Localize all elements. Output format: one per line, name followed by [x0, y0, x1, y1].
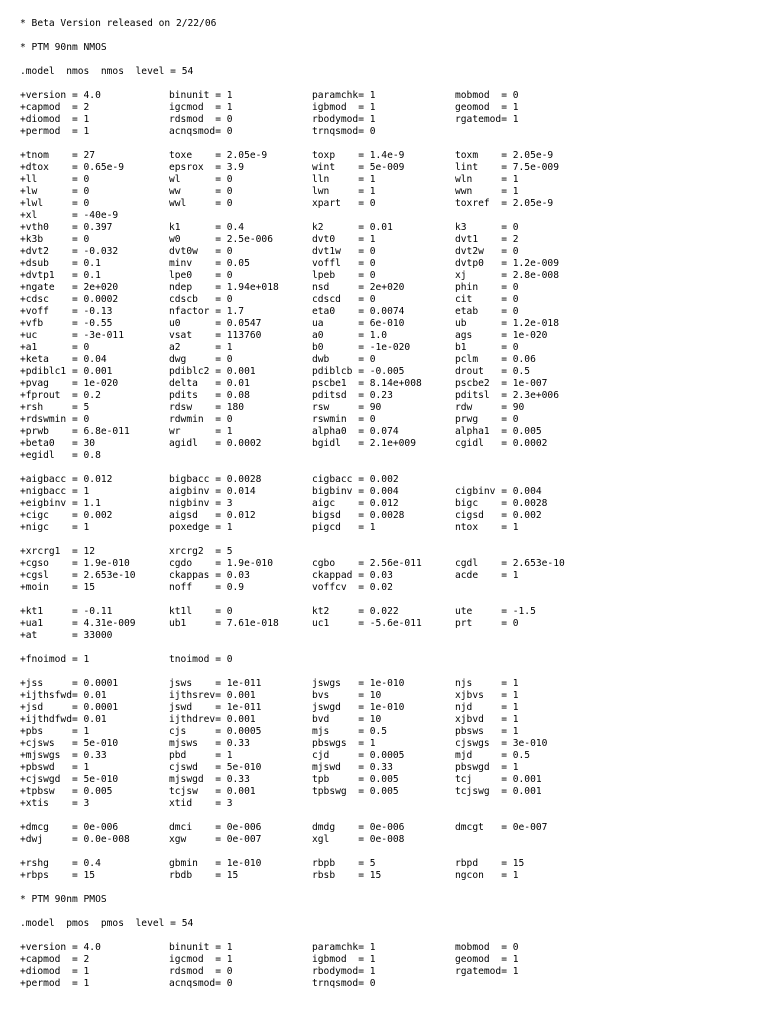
parameter-line: [20, 954, 760, 966]
parameter-assignment: jsws = 1e-011: [169, 678, 262, 689]
parameter-line: [20, 870, 760, 882]
parameter-assignment: pdiblc2 = 0.001: [169, 366, 256, 377]
parameter-assignment: rbodymod= 1: [312, 114, 376, 125]
parameter-assignment: rbsb = 15: [312, 870, 382, 881]
parameter-assignment: +pvag = 1e-020: [20, 378, 119, 389]
parameter-assignment: mjswd = 0.33: [312, 762, 393, 773]
parameter-line: [20, 798, 760, 810]
parameter-assignment: +rbps = 15: [20, 870, 96, 881]
parameter-assignment: dmdg = 0e-006: [312, 822, 405, 833]
parameter-assignment: pigcd = 1: [312, 522, 376, 533]
parameter-assignment: +ngate = 2e+020: [20, 282, 119, 293]
parameter-assignment: +cjsws = 5e-010: [20, 738, 119, 749]
parameter-assignment: xgw = 0e-007: [169, 834, 262, 845]
parameter-line: [20, 414, 760, 426]
parameter-assignment: tcjsw = 0.001: [169, 786, 256, 797]
parameter-assignment: +jsd = 0.0001: [20, 702, 119, 713]
parameter-line: [20, 762, 760, 774]
parameter-assignment: cdscb = 0: [169, 294, 233, 305]
parameter-assignment: bigc = 0.0028: [455, 498, 548, 509]
parameter-line: [20, 486, 760, 498]
parameter-assignment: ute = -1.5: [455, 606, 536, 617]
parameter-assignment: nsd = 2e+020: [312, 282, 405, 293]
parameter-assignment: ntox = 1: [455, 522, 519, 533]
parameter-line: [20, 162, 760, 174]
parameter-assignment: +dmcg = 0e-006: [20, 822, 119, 833]
parameter-assignment: ndep = 1.94e+018: [169, 282, 279, 293]
parameter-assignment: +xrcrg1 = 12: [20, 546, 96, 557]
parameter-assignment: +egidl = 0.8: [20, 450, 101, 461]
parameter-assignment: xjbvd = 1: [455, 714, 519, 725]
parameter-line: [20, 210, 760, 222]
parameter-assignment: +rdswmin = 0: [20, 414, 90, 425]
parameter-assignment: dvt0 = 1: [312, 234, 376, 245]
parameter-line: [20, 978, 760, 990]
parameter-assignment: epsrox = 3.9: [169, 162, 245, 173]
parameter-assignment: +nigbacc = 1: [20, 486, 90, 497]
parameter-assignment: voffl = 0: [312, 258, 376, 269]
parameter-assignment: trnqsmod= 0: [312, 126, 376, 137]
parameter-line: [20, 90, 760, 102]
parameter-assignment: xjbvs = 1: [455, 690, 519, 701]
parameter-assignment: wr = 1: [169, 426, 233, 437]
parameter-assignment: dvt0w = 0: [169, 246, 233, 257]
parameter-assignment: u0 = 0.0547: [169, 318, 262, 329]
parameter-line: [20, 510, 760, 522]
parameter-assignment: dmcgt = 0e-007: [455, 822, 548, 833]
parameter-assignment: ngcon = 1: [455, 870, 519, 881]
parameter-assignment: +ijthdfwd= 0.01: [20, 714, 107, 725]
parameter-line: [20, 522, 760, 534]
parameter-assignment: tnoimod = 0: [169, 654, 233, 665]
parameter-assignment: prt = 0: [455, 618, 519, 629]
parameter-assignment: +eigbinv = 1.1: [20, 498, 101, 509]
parameter-assignment: pscbe1 = 8.14e+008: [312, 378, 422, 389]
parameter-assignment: binunit = 1: [169, 90, 233, 101]
parameter-assignment: igbmod = 1: [312, 954, 376, 965]
parameter-assignment: mjsws = 0.33: [169, 738, 250, 749]
parameter-assignment: kt2 = 0.022: [312, 606, 399, 617]
parameter-assignment: tcj = 0.001: [455, 774, 542, 785]
parameter-assignment: +diomod = 1: [20, 966, 90, 977]
parameter-assignment: dvt1w = 0: [312, 246, 376, 257]
parameter-line: [20, 942, 760, 954]
parameter-line: [20, 174, 760, 186]
parameter-line: [20, 330, 760, 342]
parameter-assignment: pditsl = 2.3e+006: [455, 390, 559, 401]
parameter-assignment: xrcrg2 = 5: [169, 546, 233, 557]
parameter-line: [20, 678, 760, 690]
parameter-line: [20, 726, 760, 738]
parameter-assignment: mjs = 0.5: [312, 726, 388, 737]
parameter-assignment: acnqsmod= 0: [169, 126, 233, 137]
parameter-assignment: dvtp0 = 1.2e-009: [455, 258, 559, 269]
parameter-assignment: lint = 7.5e-009: [455, 162, 559, 173]
parameter-assignment: pbswgs = 1: [312, 738, 376, 749]
parameter-assignment: +version = 4.0: [20, 90, 101, 101]
parameter-line: [20, 438, 760, 450]
parameter-assignment: b0 = -1e-020: [312, 342, 411, 353]
parameter-line: [20, 258, 760, 270]
parameter-line: [20, 342, 760, 354]
parameter-assignment: lpe0 = 0: [169, 270, 233, 281]
parameter-assignment: rbpb = 5: [312, 858, 376, 869]
parameter-assignment: bigbacc = 0.0028: [169, 474, 262, 485]
parameter-assignment: +ll = 0: [20, 174, 90, 185]
parameter-assignment: trnqsmod= 0: [312, 978, 376, 989]
parameter-assignment: +capmod = 2: [20, 954, 90, 965]
parameter-assignment: +beta0 = 30: [20, 438, 96, 449]
parameter-assignment: paramchk= 1: [312, 942, 376, 953]
parameter-line: [20, 582, 760, 594]
parameter-assignment: rdsmod = 0: [169, 966, 233, 977]
parameter-assignment: dwb = 0: [312, 354, 376, 365]
parameter-assignment: ckappad = 0.03: [312, 570, 393, 581]
parameter-assignment: tpbswg = 0.005: [312, 786, 399, 797]
parameter-assignment: drout = 0.5: [455, 366, 531, 377]
parameter-assignment: binunit = 1: [169, 942, 233, 953]
parameter-assignment: delta = 0.01: [169, 378, 250, 389]
parameter-assignment: eta0 = 0.0074: [312, 306, 405, 317]
parameter-assignment: rgatemod= 1: [455, 966, 519, 977]
parameter-assignment: a2 = 1: [169, 342, 233, 353]
parameter-assignment: +cdsc = 0.0002: [20, 294, 119, 305]
parameter-line: [20, 150, 760, 162]
parameter-assignment: cgbo = 2.56e-011: [312, 558, 422, 569]
parameter-assignment: ijthsrev= 0.001: [169, 690, 256, 701]
parameter-assignment: +diomod = 1: [20, 114, 90, 125]
parameter-assignment: ags = 1e-020: [455, 330, 548, 341]
parameter-assignment: bigsd = 0.0028: [312, 510, 405, 521]
parameter-assignment: vsat = 113760: [169, 330, 262, 341]
parameter-assignment: cjswgs = 3e-010: [455, 738, 548, 749]
parameter-assignment: dvt2w = 0: [455, 246, 519, 257]
parameter-line: [20, 114, 760, 126]
parameter-assignment: mobmod = 0: [455, 942, 519, 953]
parameter-assignment: +nigc = 1: [20, 522, 90, 533]
parameter-assignment: poxedge = 1: [169, 522, 233, 533]
parameter-assignment: aigsd = 0.012: [169, 510, 256, 521]
parameter-assignment: rdsw = 180: [169, 402, 245, 413]
parameter-assignment: rbodymod= 1: [312, 966, 376, 977]
parameter-assignment: cjd = 0.0005: [312, 750, 405, 761]
parameter-assignment: pclm = 0.06: [455, 354, 536, 365]
parameter-assignment: +rshg = 0.4: [20, 858, 101, 869]
parameter-assignment: alpha0 = 0.074: [312, 426, 399, 437]
parameter-assignment: +xl = -40e-9: [20, 210, 119, 221]
parameter-assignment: tpb = 0.005: [312, 774, 399, 785]
parameter-line: [20, 246, 760, 258]
parameter-assignment: jswd = 1e-011: [169, 702, 262, 713]
parameter-line: [20, 294, 760, 306]
parameter-assignment: lwn = 1: [312, 186, 376, 197]
parameter-assignment: bigbinv = 0.004: [312, 486, 399, 497]
parameter-assignment: pdits = 0.08: [169, 390, 250, 401]
parameter-assignment: +pbswd = 1: [20, 762, 90, 773]
parameter-assignment: cgdo = 1.9e-010: [169, 558, 273, 569]
parameter-line: [20, 750, 760, 762]
parameter-assignment: +at = 33000: [20, 630, 113, 641]
nmos-title-comment: * PTM 90nm NMOS: [20, 42, 107, 53]
parameter-assignment: k1 = 0.4: [169, 222, 245, 233]
parameter-assignment: toxp = 1.4e-9: [312, 150, 405, 161]
parameter-assignment: +jss = 0.0001: [20, 678, 119, 689]
parameter-line: [20, 630, 760, 642]
parameter-line: [20, 966, 760, 978]
version-comment: * Beta Version released on 2/22/06: [20, 18, 217, 29]
parameter-assignment: wint = 5e-009: [312, 162, 405, 173]
parameter-assignment: ijthdrev= 0.001: [169, 714, 256, 725]
parameter-assignment: +kt1 = -0.11: [20, 606, 113, 617]
parameter-assignment: rdw = 90: [455, 402, 525, 413]
parameter-assignment: xgl = 0e-008: [312, 834, 405, 845]
parameter-assignment: w0 = 2.5e-006: [169, 234, 273, 245]
parameter-assignment: cigbinv = 0.004: [455, 486, 542, 497]
parameter-assignment: +dvt2 = -0.032: [20, 246, 119, 257]
parameter-assignment: +cigc = 0.002: [20, 510, 113, 521]
parameter-assignment: +a1 = 0: [20, 342, 90, 353]
parameter-assignment: dmci = 0e-006: [169, 822, 262, 833]
parameter-assignment: +aigbacc = 0.012: [20, 474, 113, 485]
parameter-line: [20, 426, 760, 438]
parameter-assignment: uc1 = -5.6e-011: [312, 618, 422, 629]
parameter-assignment: rbdb = 15: [169, 870, 239, 881]
parameter-assignment: rdsmod = 0: [169, 114, 233, 125]
parameter-assignment: +prwb = 6.8e-011: [20, 426, 130, 437]
parameter-assignment: rgatemod= 1: [455, 114, 519, 125]
parameter-assignment: wln = 1: [455, 174, 519, 185]
parameter-line: [20, 606, 760, 618]
parameter-assignment: nfactor = 1.7: [169, 306, 245, 317]
parameter-assignment: pbd = 1: [169, 750, 233, 761]
parameter-assignment: +vfb = -0.55: [20, 318, 113, 329]
parameter-assignment: cgidl = 0.0002: [455, 438, 548, 449]
parameter-assignment: voffcv = 0.02: [312, 582, 393, 593]
parameter-line: [20, 402, 760, 414]
parameter-assignment: ua = 6e-010: [312, 318, 405, 329]
parameter-line: [20, 834, 760, 846]
parameter-assignment: xj = 2.8e-008: [455, 270, 559, 281]
parameter-assignment: cjswd = 5e-010: [169, 762, 262, 773]
parameter-assignment: +dvtp1 = 0.1: [20, 270, 101, 281]
parameter-assignment: k3 = 0: [455, 222, 519, 233]
parameter-assignment: rdwmin = 0: [169, 414, 233, 425]
parameter-line: [20, 546, 760, 558]
parameter-assignment: aigc = 0.012: [312, 498, 399, 509]
parameter-assignment: +version = 4.0: [20, 942, 101, 953]
parameter-assignment: acde = 1: [455, 570, 519, 581]
parameter-assignment: k2 = 0.01: [312, 222, 393, 233]
parameter-assignment: aigbinv = 0.014: [169, 486, 256, 497]
parameter-line: [20, 366, 760, 378]
parameter-assignment: +tnom = 27: [20, 150, 96, 161]
parameter-assignment: ub1 = 7.61e-018: [169, 618, 279, 629]
parameter-assignment: +vth0 = 0.397: [20, 222, 113, 233]
parameter-assignment: nigbinv = 3: [169, 498, 233, 509]
parameter-assignment: pbsws = 1: [455, 726, 519, 737]
parameter-assignment: +voff = -0.13: [20, 306, 113, 317]
parameter-assignment: geomod = 1: [455, 102, 519, 113]
parameter-line: [20, 690, 760, 702]
parameter-line: [20, 222, 760, 234]
parameter-line: [20, 822, 760, 834]
parameter-assignment: kt1l = 0: [169, 606, 233, 617]
parameter-line: [20, 378, 760, 390]
parameter-assignment: rswmin = 0: [312, 414, 376, 425]
parameter-assignment: igcmod = 1: [169, 954, 233, 965]
parameter-assignment: rbpd = 15: [455, 858, 525, 869]
parameter-assignment: igbmod = 1: [312, 102, 376, 113]
pmos-model-statement: .model pmos pmos level = 54: [20, 918, 194, 929]
parameter-line: [20, 558, 760, 570]
parameter-assignment: bvd = 10: [312, 714, 382, 725]
parameter-line: [20, 702, 760, 714]
parameter-assignment: alpha1 = 0.005: [455, 426, 542, 437]
parameter-assignment: +k3b = 0: [20, 234, 90, 245]
pmos-title-comment: * PTM 90nm PMOS: [20, 894, 107, 905]
parameter-assignment: +fnoimod = 1: [20, 654, 90, 665]
parameter-line: [20, 234, 760, 246]
parameter-assignment: +tpbsw = 0.005: [20, 786, 113, 797]
parameter-line: [20, 318, 760, 330]
parameter-line: [20, 102, 760, 114]
parameter-assignment: pbswgd = 1: [455, 762, 519, 773]
parameter-assignment: +xtis = 3: [20, 798, 90, 809]
parameter-assignment: mobmod = 0: [455, 90, 519, 101]
parameter-assignment: +mjswgs = 0.33: [20, 750, 107, 761]
parameter-line: [20, 390, 760, 402]
parameter-assignment: ww = 0: [169, 186, 233, 197]
parameter-assignment: +uc = -3e-011: [20, 330, 124, 341]
parameter-assignment: ub = 1.2e-018: [455, 318, 559, 329]
parameter-line: [20, 786, 760, 798]
parameter-line: [20, 186, 760, 198]
parameter-assignment: +capmod = 2: [20, 102, 90, 113]
parameter-assignment: rsw = 90: [312, 402, 382, 413]
parameter-assignment: wwn = 1: [455, 186, 519, 197]
parameter-line: [20, 738, 760, 750]
parameter-assignment: lln = 1: [312, 174, 376, 185]
parameter-assignment: +pbs = 1: [20, 726, 90, 737]
parameter-assignment: acnqsmod= 0: [169, 978, 233, 989]
parameter-line: [20, 714, 760, 726]
parameter-assignment: ckappas = 0.03: [169, 570, 250, 581]
parameter-line: [20, 570, 760, 582]
parameter-assignment: +rsh = 5: [20, 402, 90, 413]
parameter-assignment: +ua1 = 4.31e-009: [20, 618, 136, 629]
parameter-assignment: b1 = 0: [455, 342, 519, 353]
parameter-assignment: njd = 1: [455, 702, 519, 713]
parameter-assignment: +dtox = 0.65e-9: [20, 162, 124, 173]
parameter-assignment: +moin = 15: [20, 582, 96, 593]
parameter-assignment: mjd = 0.5: [455, 750, 531, 761]
parameter-assignment: cjs = 0.0005: [169, 726, 262, 737]
parameter-assignment: prwg = 0: [455, 414, 519, 425]
parameter-assignment: noff = 0.9: [169, 582, 245, 593]
parameter-assignment: +fprout = 0.2: [20, 390, 101, 401]
nmos-model-statement: .model nmos nmos level = 54: [20, 66, 194, 77]
parameter-assignment: dwg = 0: [169, 354, 233, 365]
parameter-assignment: phin = 0: [455, 282, 519, 293]
parameter-line: [20, 354, 760, 366]
parameter-assignment: geomod = 1: [455, 954, 519, 965]
parameter-assignment: +cjswgd = 5e-010: [20, 774, 119, 785]
parameter-assignment: bgidl = 2.1e+009: [312, 438, 416, 449]
parameter-assignment: +lwl = 0: [20, 198, 90, 209]
parameter-assignment: +lw = 0: [20, 186, 90, 197]
parameter-assignment: a0 = 1.0: [312, 330, 388, 341]
parameter-assignment: +permod = 1: [20, 978, 90, 989]
parameter-assignment: toxe = 2.05e-9: [169, 150, 268, 161]
parameter-assignment: +dwj = 0.0e-008: [20, 834, 130, 845]
parameter-line: [20, 654, 760, 666]
parameter-assignment: bvs = 10: [312, 690, 382, 701]
parameter-assignment: wwl = 0: [169, 198, 233, 209]
parameter-assignment: cit = 0: [455, 294, 519, 305]
parameter-assignment: +pdiblc1 = 0.001: [20, 366, 113, 377]
parameter-assignment: +permod = 1: [20, 126, 90, 137]
parameter-assignment: tcjswg = 0.001: [455, 786, 542, 797]
parameter-assignment: jswgd = 1e-010: [312, 702, 405, 713]
parameter-assignment: etab = 0: [455, 306, 519, 317]
parameter-assignment: pdiblcb = -0.005: [312, 366, 405, 377]
parameter-assignment: gbmin = 1e-010: [169, 858, 262, 869]
parameter-assignment: dvt1 = 2: [455, 234, 519, 245]
parameter-line: [20, 126, 760, 138]
parameter-line: [20, 450, 760, 462]
parameter-line: [20, 474, 760, 486]
parameter-assignment: pditsd = 0.23: [312, 390, 393, 401]
parameter-assignment: lpeb = 0: [312, 270, 376, 281]
parameter-assignment: +keta = 0.04: [20, 354, 107, 365]
parameter-assignment: +cgso = 1.9e-010: [20, 558, 130, 569]
parameter-assignment: cgdl = 2.653e-10: [455, 558, 565, 569]
parameter-line: [20, 858, 760, 870]
parameter-assignment: cigsd = 0.002: [455, 510, 542, 521]
parameter-assignment: toxm = 2.05e-9: [455, 150, 554, 161]
parameter-line: [20, 774, 760, 786]
parameter-assignment: xtid = 3: [169, 798, 233, 809]
parameter-assignment: paramchk= 1: [312, 90, 376, 101]
parameter-assignment: +cgsl = 2.653e-10: [20, 570, 136, 581]
parameter-line: [20, 282, 760, 294]
parameter-assignment: mjswgd = 0.33: [169, 774, 250, 785]
parameter-assignment: igcmod = 1: [169, 102, 233, 113]
parameter-line: [20, 306, 760, 318]
parameter-assignment: jswgs = 1e-010: [312, 678, 405, 689]
parameter-line: [20, 270, 760, 282]
parameter-assignment: toxref = 2.05e-9: [455, 198, 554, 209]
parameter-line: [20, 618, 760, 630]
parameter-assignment: cdscd = 0: [312, 294, 376, 305]
parameter-assignment: +ijthsfwd= 0.01: [20, 690, 107, 701]
parameter-assignment: xpart = 0: [312, 198, 376, 209]
parameter-assignment: +dsub = 0.1: [20, 258, 101, 269]
parameter-line: [20, 498, 760, 510]
parameter-line: [20, 198, 760, 210]
parameter-assignment: agidl = 0.0002: [169, 438, 262, 449]
parameter-assignment: cigbacc = 0.002: [312, 474, 399, 485]
parameter-assignment: njs = 1: [455, 678, 519, 689]
parameter-assignment: pscbe2 = 1e-007: [455, 378, 548, 389]
parameter-assignment: wl = 0: [169, 174, 233, 185]
parameter-assignment: minv = 0.05: [169, 258, 250, 269]
